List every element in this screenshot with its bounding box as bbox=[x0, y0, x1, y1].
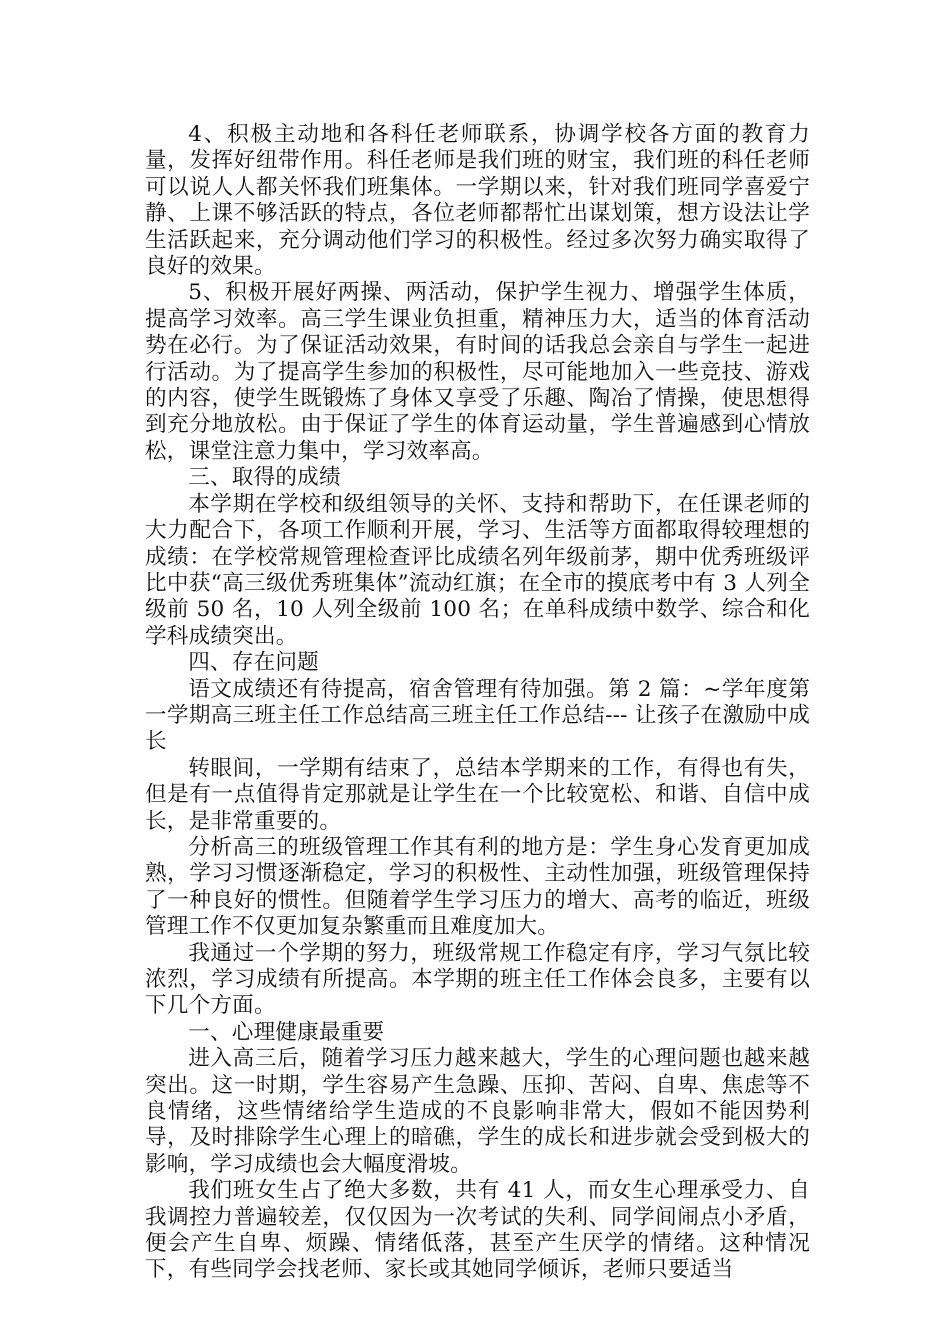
section-heading-mental-health: 一、心理健康最重要 bbox=[188, 1019, 385, 1045]
document-page bbox=[145, 122, 810, 1284]
paragraph-intro: 转眼间，一学期有结束了，总结本学期来的工作，有得也有失，但是有一点值得肯定那就是让学生在一个比较宽松、和谐、自信中成长，是非常重要的。 bbox=[145, 755, 810, 834]
paragraph-achievements: 本学期在学校和级组领导的关怀、支持和帮助下，在任课老师的大力配合下，各项工作顺利开展，学习、生活等方面都取得较理想的成绩：在学校常规管理检查评比成绩名列年级前茅，期中优秀班级评比中获“高三级优秀班集体”流动红旗；在全市的摸底考中有 3 人列全级前 50 名，10 人列全级前 100 名；在单科成绩中数学、综合和化学科成绩突出。 bbox=[145, 491, 810, 649]
paragraph-mental-health: 进入高三后，随着学习压力越来越大，学生的心理问题也越来越突出。这一时期，学生容易产生急躁、压抑、苦闷、自卑、焦虑等不良情绪，这些情绪给学生造成的不良影响非常大，假如不能因势利导，及时排除学生心理上的暗礁，学生的成长和进步就会受到极大的影响，学习成绩也会大幅度滑坡。 bbox=[145, 1046, 810, 1177]
paragraph-item-5: 5、积极开展好两操、两活动，保护学生视力、增强学生体质，提高学习效率。高三学生课业负担重，精神压力大，适当的体育活动势在必行。为了保证活动效果，有时间的话我总会亲自与学生一起进行活动。为了提高学生参加的积极性，尽可能地加入一些竞技、游戏的内容，使学生既锻炼了身体又享受了乐趣、陶冶了情操，使思想得到充分地放松。由于保证了学生的体育运动量，学生普遍感到心情放松，课堂注意力集中，学习效率高。 bbox=[145, 280, 810, 464]
paragraph-problems: 语文成绩还有待提高，宿舍管理有待加强。第 2 篇：~学年度第一学期高三班主任工作总结高三班主任工作总结--- 让孩子在激励中成长 bbox=[145, 676, 810, 755]
section-heading-achievements: 三、取得的成绩 bbox=[188, 465, 341, 491]
paragraph-analysis: 分析高三的班级管理工作其有利的地方是：学生身心发育更加成熟，学习习惯逐渐稳定，学习的积极性、主动性加强，班级管理保持了一种良好的惯性。但随着学生学习压力的增大、高考的临近，班级管理工作不仅更加复杂繁重而且难度加大。 bbox=[145, 834, 810, 940]
paragraph-item-4: 4、积极主动地和各科任老师联系，协调学校各方面的教育力量，发挥好纽带作用。科任老师是我们班的财宝，我们班的科任老师可以说人人都关怀我们班集体。一学期以来，针对我们班同学喜爱宁静、上课不够活跃的特点，各位老师都帮忙出谋划策，想方设法让学生活跃起来，充分调动他们学习的积极性。经过多次努力确实取得了良好的效果。 bbox=[145, 122, 810, 280]
section-heading-problems: 四、存在问题 bbox=[188, 650, 319, 676]
paragraph-summary: 我通过一个学期的努力，班级常规工作稳定有序，学习气氛比较浓烈，学习成绩有所提高。本学期的班主任工作体会良多，主要有以下几个方面。 bbox=[145, 940, 810, 1019]
paragraph-girls: 我们班女生占了绝大多数，共有 41 人，而女生心理承受力、自我调控力普遍较差，仅仅因为一次考试的失利、同学间闹点小矛盾，便会产生自卑、烦躁、情绪低落，甚至产生厌学的情绪。这种情况下，有些同学会找老师、家长或其她同学倾诉，老师只要适当 bbox=[145, 1178, 810, 1283]
